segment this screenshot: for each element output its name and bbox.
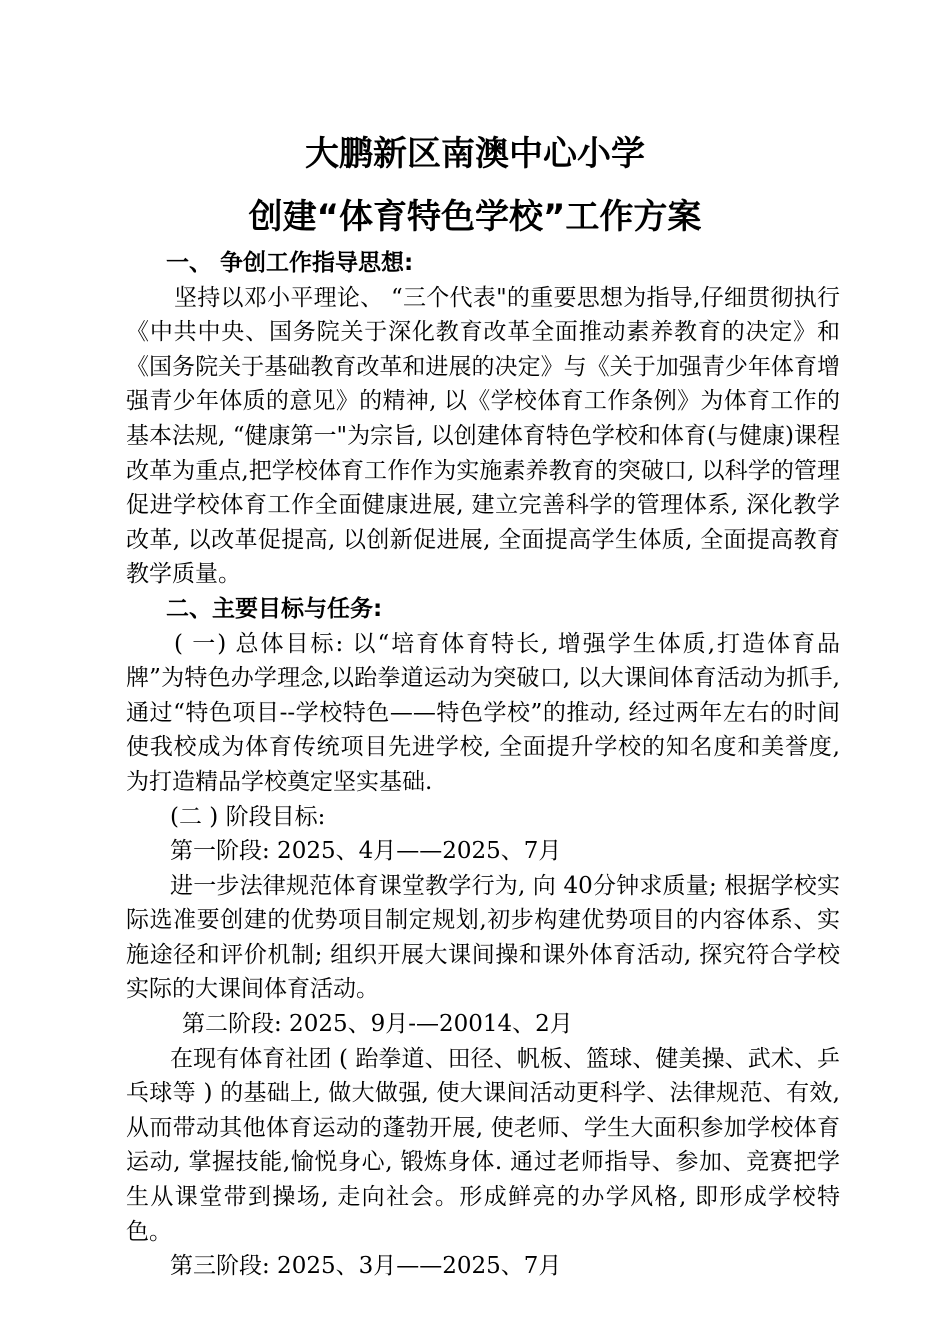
stage-goal-label: (二 ) 阶段目标: [170, 803, 326, 830]
overall-goal-paragraph: ( 一) 总体目标: 以“培育体育特长, 增强学生体质,打造体育品牌”为特色办学理念,以跆拳道运动为突破口, 以大课间体育活动为抓手, 通过“特色项目--学校特色——特色学校”的推动, 经过两年左右的时间使我校成为体育传统项目先进学校, 全面提升学校的知名度和美誉度, 为打造精品学校奠定坚实基础. [126, 630, 840, 795]
stage2-label: 第二阶段: 2025、9月-—20014、2月 [182, 1011, 573, 1038]
section1-heading: 一、 争创工作指导思想: [166, 250, 414, 276]
document-title-line2: 创建“体育特色学校”工作方案 [248, 197, 702, 237]
stage1-paragraph: 进一步法律规范体育课堂教学行为, 向 40分钟求质量; 根据学校实际选准要创建的优势项目制定规划,初步构建优势项目的内容体系、实施途径和评价机制; 组织开展大课间操和课外体育活动, 探究符合学校实际的大课间体育活动。 [126, 872, 840, 1003]
section2-heading: 二、主要目标与任务: [166, 595, 383, 622]
stage3-label: 第三阶段: 2025、3月——2025、7月 [170, 1253, 562, 1280]
stage2-paragraph: 在现有体育社团 ( 跆拳道、田径、帆板、篮球、健美操、武术、乒乓球等 ) 的基础上, 做大做强, 使大课间活动更科学、法律规范、有效, 从而带动其他体育运动的蓬勃开展, 使老师、学生大面积参加学校体育运动, 掌握技能,愉悦身心, 锻炼身体. 通过老师指导、参加、竞赛把学生从课堂带到操场, 走向社会。形成鲜亮的办学风格, 即形成学校特色。 [126, 1045, 840, 1245]
document-title-line1: 大鹏新区南澳中心小学 [305, 134, 645, 174]
stage1-label: 第一阶段: 2025、4月——2025、7月 [170, 838, 562, 865]
document-body [126, 246, 840, 1284]
section1-paragraph: 坚持以邓小平理论、 “三个代表"的重要思想为指导,仔细贯彻执行《中共中央、国务院关于深化教育改革全面推动素养教育的决定》和《国务院关于基础教育改革和进展的决定》与《关于加强青少年体育增强青少年体质的意见》的精神, 以《学校体育工作条例》为体育工作的基本法规, “健康第一"为宗旨, 以创建体育特色学校和体育(与健康)课程改革为重点,把学校体育工作作为实施素养教育的突破口, 以科学的管理促进学校体育工作全面健康进展, 建立完善科学的管理体系, 深化教学改革, 以改革促提高, 以创新促进展, 全面提高学生体质, 全面提高教育教学质量。 [126, 284, 840, 588]
